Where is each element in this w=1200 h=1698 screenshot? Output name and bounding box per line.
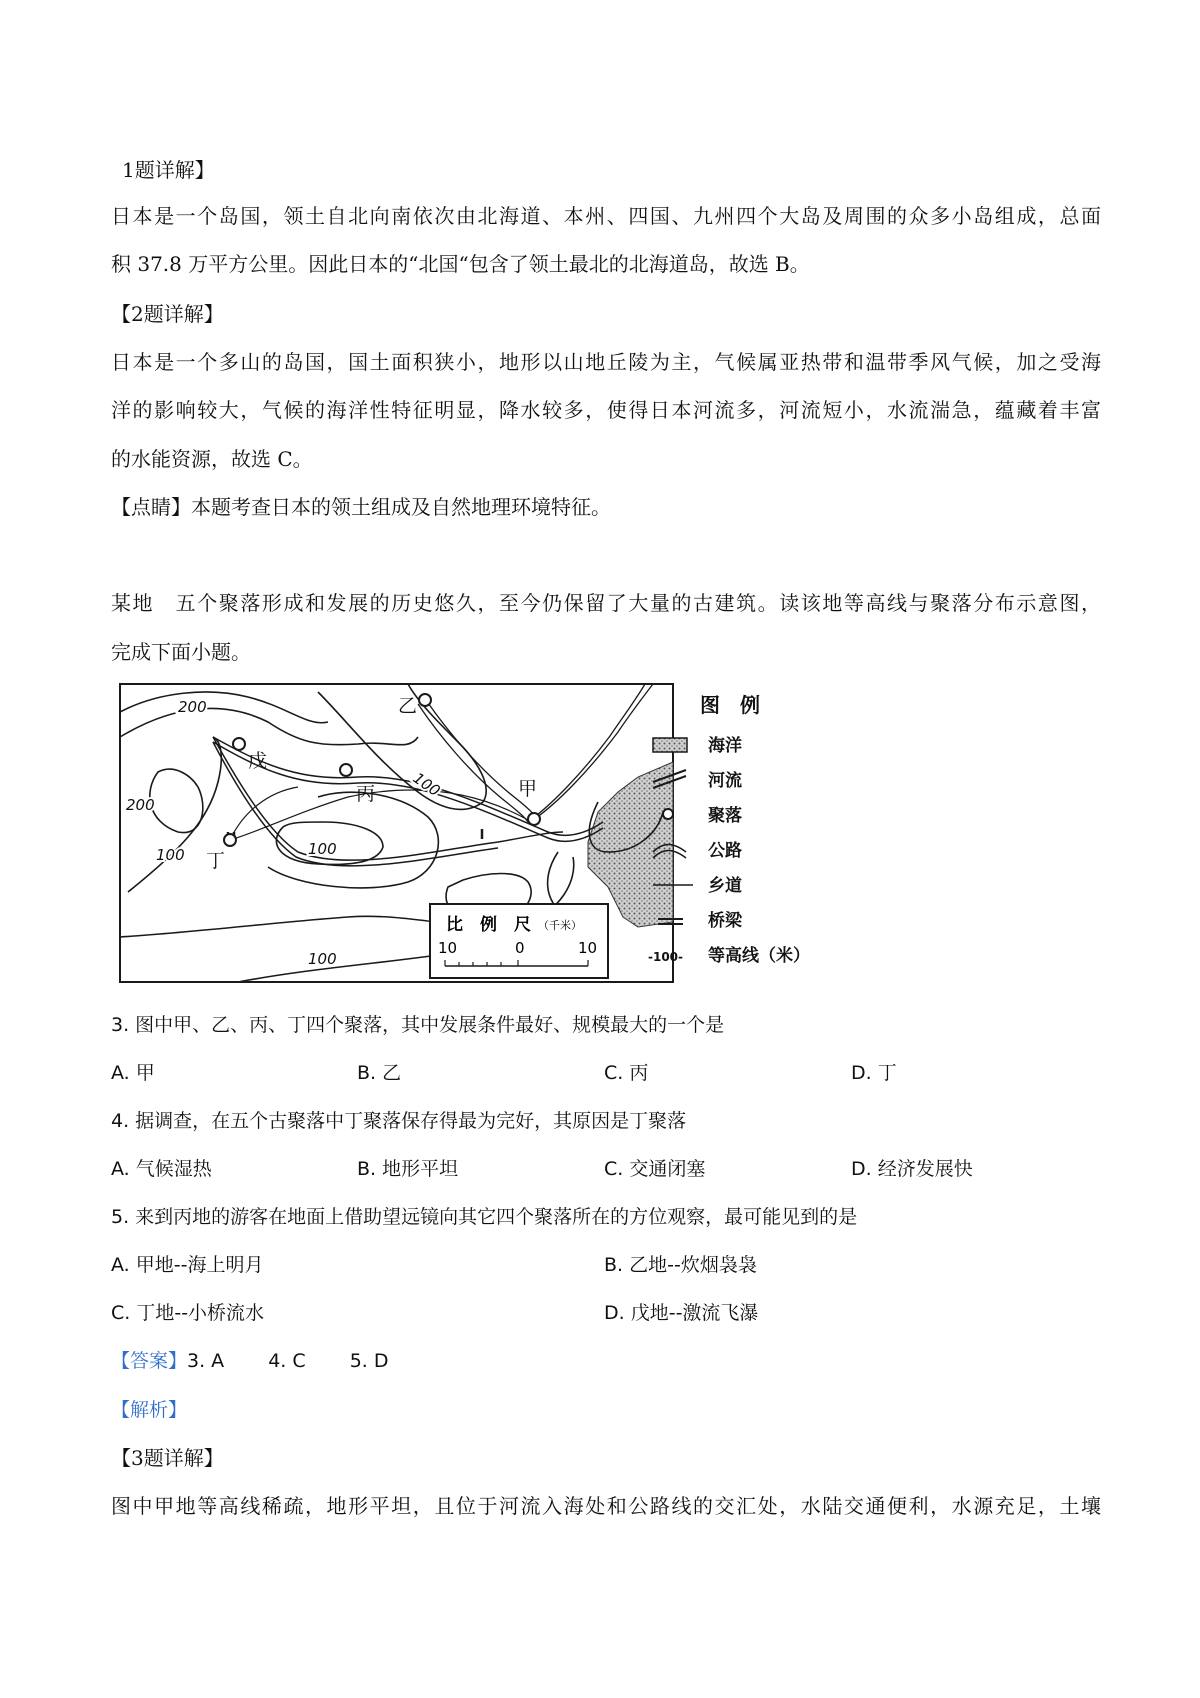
question-3-stem: 3. 图中甲、乙、丙、丁四个聚落，其中发展条件最好、规模最大的一个是 (111, 1014, 725, 1036)
q1-detail-line-1: 日本是一个岛国，领土自北向南依次由北海道、本州、四国、九州四个大岛及周围的众多小岛组成，总面 (111, 204, 1101, 228)
question-3-option-c: C. 丙 (604, 1062, 649, 1084)
question-5-stem: 5. 来到丙地的游客在地面上借助望远镜向其它四个聚落所在的方位观察，最可能见到的是 (111, 1206, 858, 1228)
q2-detail-line-3: 的水能资源，故选 C。 (111, 447, 313, 471)
q1-detail-line-2: 积 37.8 万平方公里。因此日本的“北国“包含了领土最北的北海道岛，故选 B。 (111, 252, 810, 276)
legend-rural-road: 乡道 (708, 876, 742, 896)
legend-sea: 海洋 (708, 736, 742, 756)
legend-river: 河流 (708, 771, 742, 791)
label-bing: 丙 (356, 783, 376, 805)
answer-label: 【答案】 (111, 1350, 188, 1372)
legend-bridge: 桥梁 (708, 911, 742, 931)
q2-detail-header: 【2题详解】 (111, 302, 224, 326)
question-4-option-d: D. 经济发展快 (851, 1158, 973, 1180)
question-3-option-d: D. 丁 (851, 1062, 897, 1084)
intro-line-1: 某地 五个聚落形成和发展的历史悠久，至今仍保留了大量的古建筑。读该地等高线与聚落分布示意图， (111, 591, 1101, 615)
contour-settlement-map (118, 682, 868, 987)
label-ding: 丁 (206, 850, 226, 872)
label-jia: 甲 (518, 778, 538, 800)
settlement-wu (233, 738, 245, 750)
contour-label: 100 (308, 840, 337, 858)
q2-detail-line-1: 日本是一个多山的岛国，国土面积狭小，地形以山地丘陵为主，气候属亚热带和温带季风气候，加之受海 (111, 350, 1101, 374)
question-5-option-c: C. 丁地--小桥流水 (111, 1302, 265, 1324)
q2-detail-line-2: 洋的影响较大，气候的海洋性特征明显，降水较多，使得日本河流多，河流短小，水流湍急，蕴藏着丰富 (111, 398, 1101, 422)
legend-settlement: 聚落 (708, 806, 742, 826)
scale-mid: 0 (515, 939, 525, 957)
settlement-jia (528, 813, 540, 825)
question-4-option-a: A. 气候湿热 (111, 1158, 212, 1180)
question-5-option-d: D. 戊地--激流飞瀑 (604, 1302, 759, 1324)
scale-right: 10 (578, 939, 598, 957)
legend-title: 图 例 (700, 693, 760, 717)
legend-contour: 等高线（米） (708, 946, 810, 966)
q1-detail-header: 1题详解】 (122, 158, 215, 182)
question-5-option-b: B. 乙地--炊烟袅袅 (604, 1254, 757, 1276)
legend-highway: 公路 (708, 841, 742, 861)
question-4-option-c: C. 交通闭塞 (604, 1158, 706, 1180)
settlement-bing (340, 764, 352, 776)
intro-line-2: 完成下面小题。 (111, 640, 251, 664)
contour-label: 100 (409, 768, 444, 801)
contour-label: 100 (156, 846, 185, 864)
question-3-option-a: A. 甲 (111, 1062, 155, 1084)
label-yi: 乙 (398, 695, 418, 717)
scale-title: 比 例 尺 (446, 915, 531, 935)
settlement-ding (224, 834, 236, 846)
q3-detail-header: 【3题详解】 (111, 1446, 224, 1470)
question-3-option-b: B. 乙 (357, 1062, 402, 1084)
label-wu: 戊 (248, 750, 268, 772)
q3-detail-line-1: 图中甲地等高线稀疏，地形平坦，且位于河流入海处和公路线的交汇处，水陆交通便利，水源充足，土壤 (111, 1494, 1101, 1518)
question-4-stem: 4. 据调查，在五个古聚落中丁聚落保存得最为完好，其原因是丁聚落 (111, 1110, 687, 1132)
scale-bar (430, 904, 608, 978)
analysis-label: 【解析】 (111, 1399, 188, 1421)
contour-label: 100 (308, 950, 337, 968)
contour-label: 200 (178, 698, 207, 716)
scale-unit: （千米） (538, 919, 582, 932)
comment-line: 【点睛】本题考查日本的领土组成及自然地理环境特征。 (111, 495, 611, 519)
scale-left: 10 (438, 939, 458, 957)
question-4-option-b: B. 地形平坦 (357, 1158, 459, 1180)
answer-line (111, 1347, 389, 1375)
contour-label: 200 (126, 796, 155, 814)
answer-text: 3. A 4. C 5. D (187, 1350, 389, 1372)
question-5-option-a: A. 甲地--海上明月 (111, 1254, 264, 1276)
legend-contour-sample: -100- (648, 950, 684, 964)
settlement-yi (419, 694, 431, 706)
